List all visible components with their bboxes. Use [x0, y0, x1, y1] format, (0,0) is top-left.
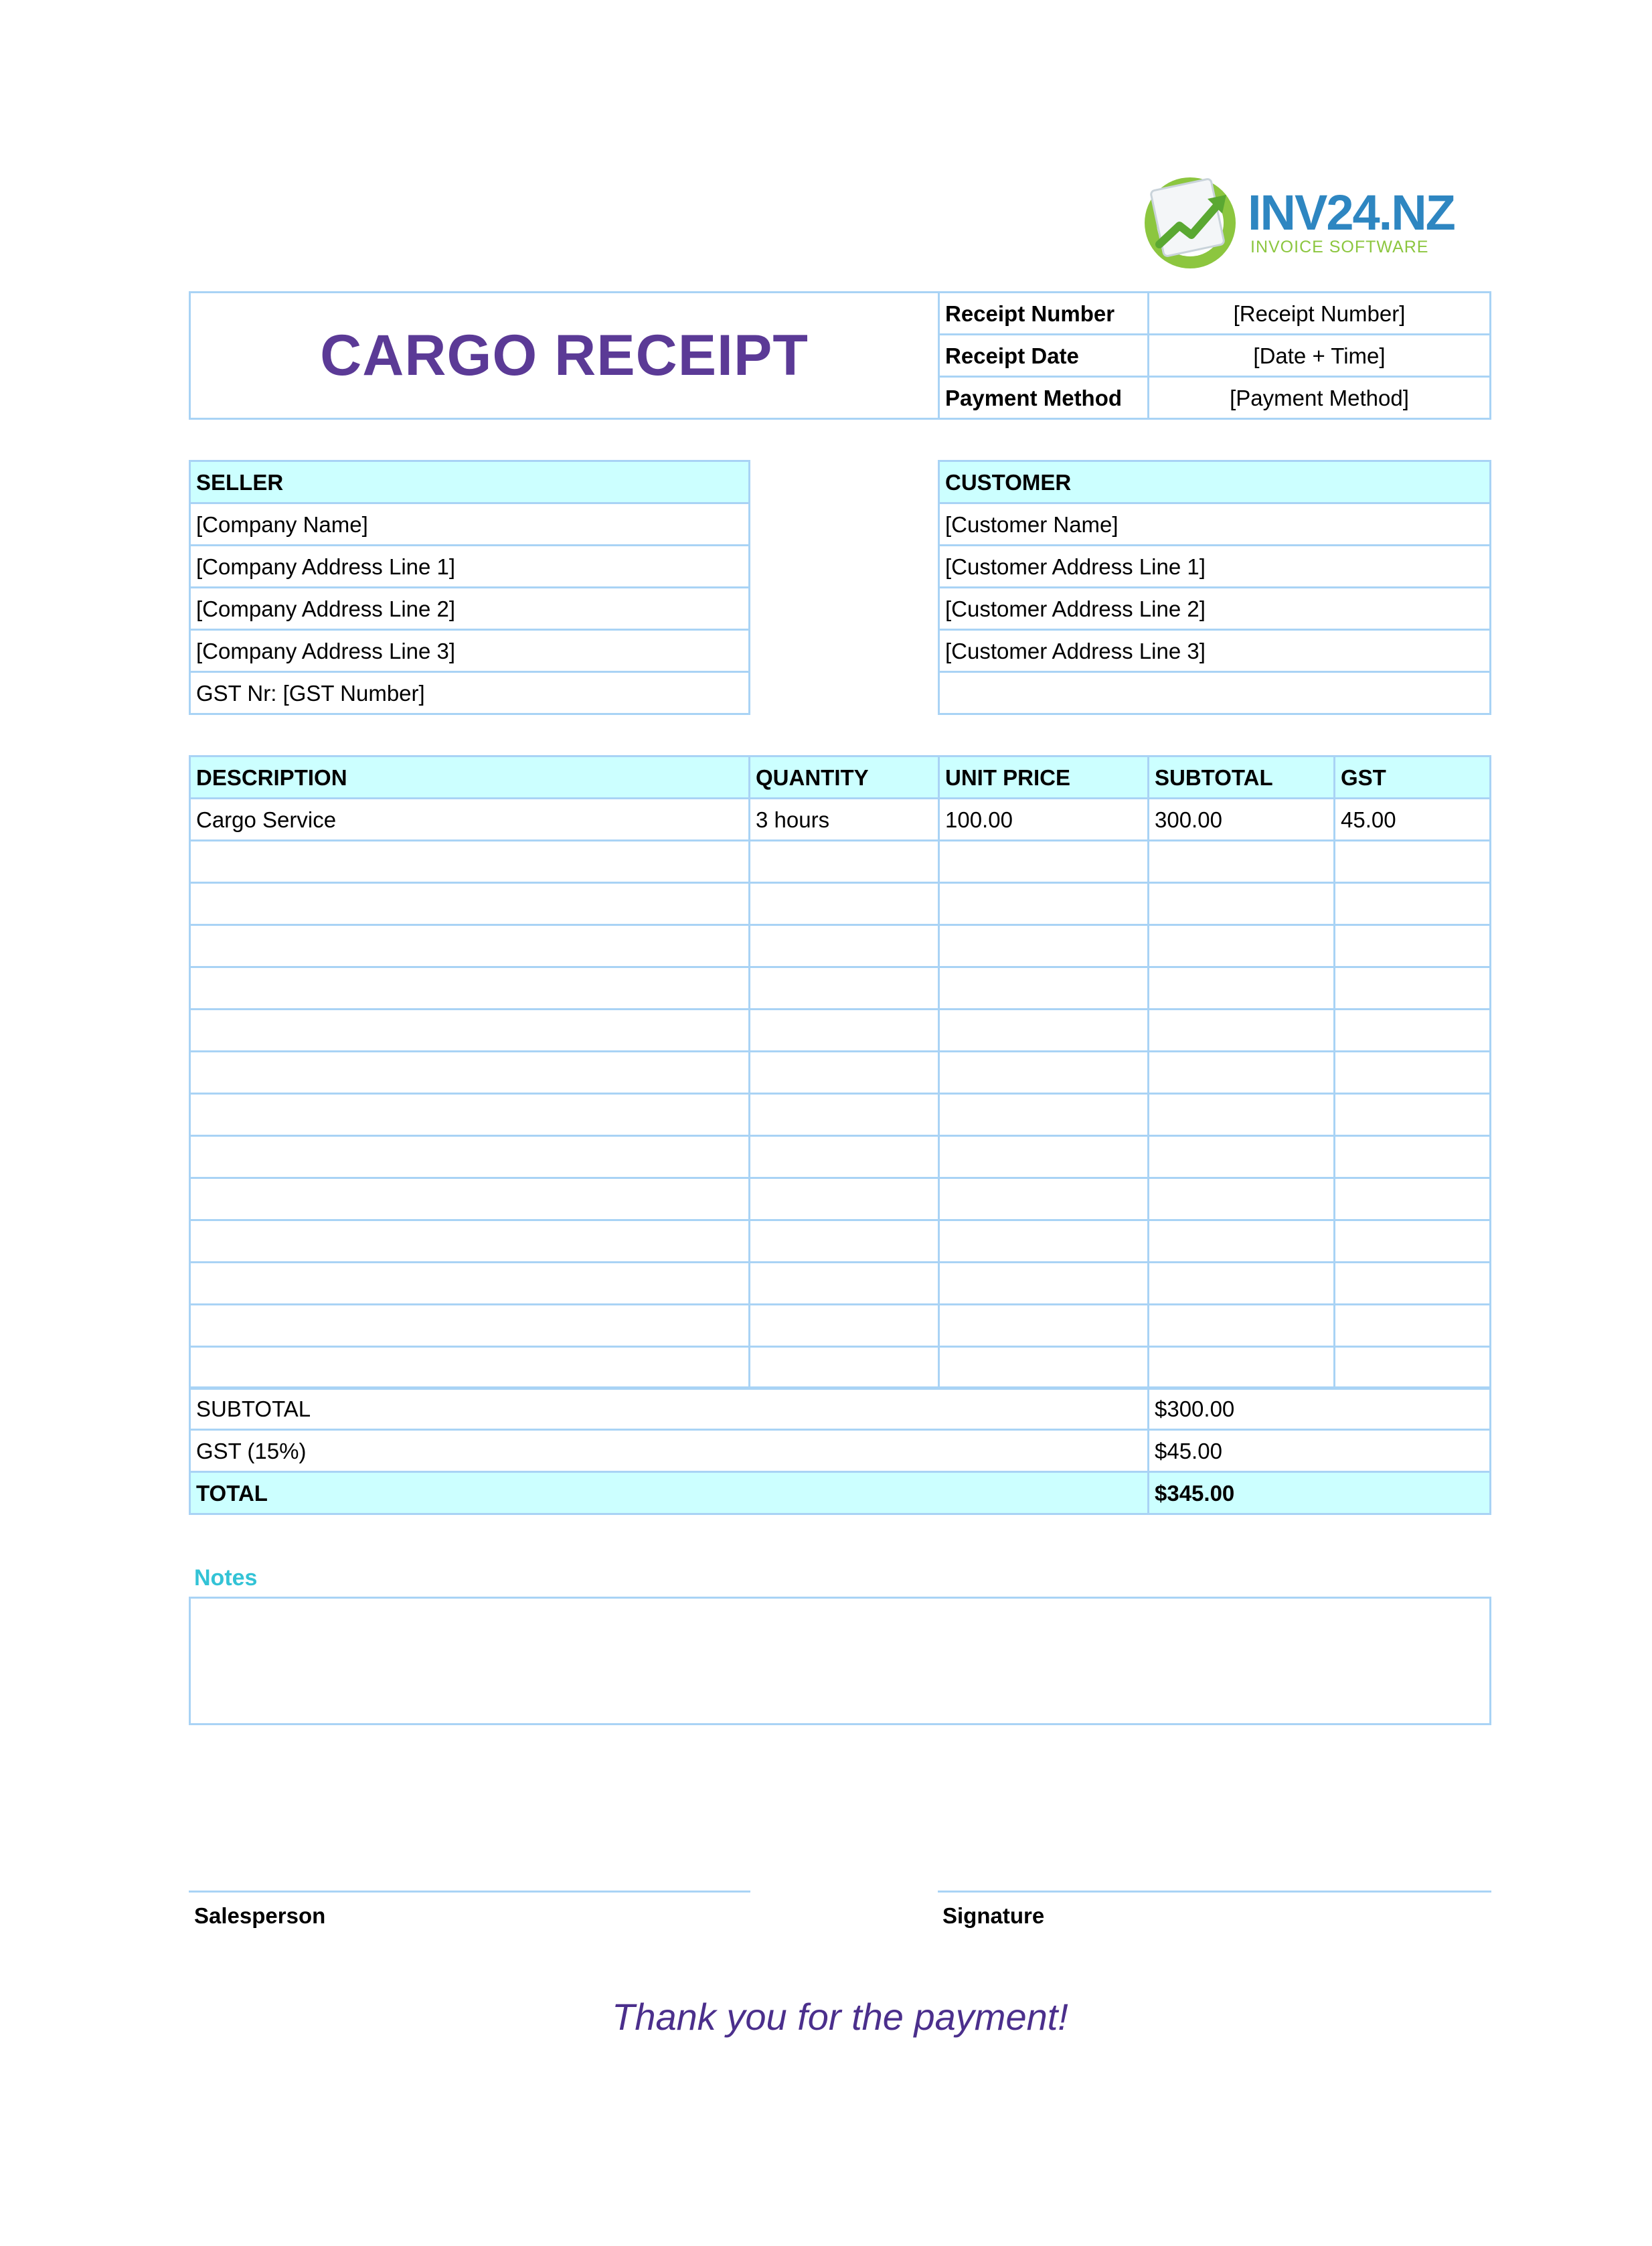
- table-cell-description: [189, 966, 750, 1010]
- table-cell-quantity: [748, 1219, 940, 1263]
- table-cell-subtotal: [1147, 882, 1335, 926]
- table-cell-gst: 45.00: [1333, 797, 1491, 841]
- notes-box[interactable]: [189, 1597, 1491, 1725]
- customer-line: [Customer Address Line 2]: [938, 586, 1491, 631]
- table-cell-unit-price: [938, 1219, 1149, 1263]
- table-cell-quantity: [748, 924, 940, 968]
- gst-label: GST (15%): [189, 1429, 1149, 1473]
- table-cell-description: [189, 924, 750, 968]
- table-cell-unit-price: [938, 1261, 1149, 1305]
- table-cell-quantity: [748, 882, 940, 926]
- table-cell-gst: [1333, 1261, 1491, 1305]
- table-cell-subtotal: [1147, 1177, 1335, 1221]
- customer-line: [938, 671, 1491, 715]
- logo-name: INV24.NZ: [1248, 185, 1455, 240]
- table-cell-subtotal: [1147, 1008, 1335, 1052]
- subtotal-label: SUBTOTAL: [189, 1386, 1149, 1431]
- table-cell-description: [189, 839, 750, 884]
- table-cell-unit-price: [938, 1050, 1149, 1095]
- table-cell-subtotal: [1147, 1093, 1335, 1137]
- table-cell-subtotal: [1147, 1303, 1335, 1348]
- gst-value: $45.00: [1147, 1429, 1491, 1473]
- table-cell-subtotal: 300.00: [1147, 797, 1335, 841]
- table-cell-description: [189, 1135, 750, 1179]
- table-cell-quantity: [748, 1050, 940, 1095]
- logo: [1138, 171, 1455, 271]
- table-cell-description: [189, 1177, 750, 1221]
- table-cell-subtotal: [1147, 1346, 1335, 1390]
- table-cell-gst: [1333, 1303, 1491, 1348]
- receipt-date-value: [Date + Time]: [1147, 333, 1491, 378]
- table-cell-unit-price: [938, 882, 1149, 926]
- table-cell-quantity: 3 hours: [748, 797, 940, 841]
- seller-line: [Company Address Line 1]: [189, 544, 750, 588]
- notes-label: Notes: [194, 1565, 258, 1591]
- table-cell-description: Cargo Service: [189, 797, 750, 841]
- subtotal-value: $300.00: [1147, 1386, 1491, 1431]
- receipt-date-label: Receipt Date: [938, 333, 1149, 378]
- table-cell-unit-price: [938, 1346, 1149, 1390]
- payment-method-value: [Payment Method]: [1147, 376, 1491, 420]
- table-cell-description: [189, 1008, 750, 1052]
- table-cell-gst: [1333, 1008, 1491, 1052]
- table-cell-quantity: [748, 966, 940, 1010]
- table-cell-quantity: [748, 1177, 940, 1221]
- table-cell-unit-price: [938, 966, 1149, 1010]
- table-cell-unit-price: [938, 1093, 1149, 1137]
- table-cell-quantity: [748, 1346, 940, 1390]
- total-value: $345.00: [1147, 1471, 1491, 1515]
- signature-label: Signature: [942, 1903, 1045, 1928]
- table-cell-gst: [1333, 1346, 1491, 1390]
- customer-header: CUSTOMER: [938, 460, 1491, 504]
- table-cell-gst: [1333, 1219, 1491, 1263]
- table-cell-description: [189, 1219, 750, 1263]
- table-cell-description: [189, 1093, 750, 1137]
- total-label: TOTAL: [189, 1471, 1149, 1515]
- payment-method-label: Payment Method: [938, 376, 1149, 420]
- title-box: [189, 291, 940, 420]
- table-cell-quantity: [748, 1008, 940, 1052]
- customer-line: [Customer Address Line 3]: [938, 629, 1491, 673]
- thank-you-message: Thank you for the payment!: [612, 1996, 1068, 2038]
- table-cell-gst: [1333, 1093, 1491, 1137]
- table-cell-gst: [1333, 1177, 1491, 1221]
- table-cell-subtotal: [1147, 966, 1335, 1010]
- table-cell-unit-price: [938, 1303, 1149, 1348]
- table-cell-description: [189, 1346, 750, 1390]
- table-cell-gst: [1333, 966, 1491, 1010]
- logo-icon: [1138, 171, 1245, 271]
- table-cell-quantity: [748, 839, 940, 884]
- table-cell-description: [189, 882, 750, 926]
- table-cell-unit-price: [938, 924, 1149, 968]
- table-cell-unit-price: 100.00: [938, 797, 1149, 841]
- table-cell-quantity: [748, 1261, 940, 1305]
- table-cell-gst: [1333, 839, 1491, 884]
- table-cell-unit-price: [938, 1177, 1149, 1221]
- table-cell-gst: [1333, 1135, 1491, 1179]
- seller-line: [Company Address Line 2]: [189, 586, 750, 631]
- column-header-gst: GST: [1333, 755, 1491, 799]
- column-header-description: DESCRIPTION: [189, 755, 750, 799]
- table-cell-unit-price: [938, 1135, 1149, 1179]
- table-cell-unit-price: [938, 839, 1149, 884]
- column-header-unit-price: UNIT PRICE: [938, 755, 1149, 799]
- receipt-number-label: Receipt Number: [938, 291, 1149, 335]
- table-cell-subtotal: [1147, 924, 1335, 968]
- column-header-subtotal: SUBTOTAL: [1147, 755, 1335, 799]
- seller-header: SELLER: [189, 460, 750, 504]
- customer-line: [Customer Address Line 1]: [938, 544, 1491, 588]
- table-cell-subtotal: [1147, 839, 1335, 884]
- receipt-number-value: [Receipt Number]: [1147, 291, 1491, 335]
- table-cell-subtotal: [1147, 1135, 1335, 1179]
- column-header-quantity: QUANTITY: [748, 755, 940, 799]
- signature-line: [938, 1891, 1491, 1893]
- table-cell-subtotal: [1147, 1050, 1335, 1095]
- seller-gst-line: GST Nr: [GST Number]: [189, 671, 750, 715]
- table-cell-description: [189, 1261, 750, 1305]
- seller-line: [Company Address Line 3]: [189, 629, 750, 673]
- table-cell-description: [189, 1050, 750, 1095]
- logo-tagline: INVOICE SOFTWARE: [1250, 238, 1429, 256]
- table-cell-description: [189, 1303, 750, 1348]
- table-cell-quantity: [748, 1303, 940, 1348]
- table-cell-quantity: [748, 1135, 940, 1179]
- page-title: CARGO RECEIPT: [320, 323, 809, 388]
- table-cell-gst: [1333, 1050, 1491, 1095]
- seller-line: [Company Name]: [189, 502, 750, 546]
- table-cell-quantity: [748, 1093, 940, 1137]
- salesperson-label: Salesperson: [194, 1903, 326, 1928]
- table-cell-unit-price: [938, 1008, 1149, 1052]
- table-cell-subtotal: [1147, 1219, 1335, 1263]
- table-cell-subtotal: [1147, 1261, 1335, 1305]
- customer-line: [Customer Name]: [938, 502, 1491, 546]
- table-cell-gst: [1333, 882, 1491, 926]
- table-cell-gst: [1333, 924, 1491, 968]
- salesperson-line: [189, 1891, 750, 1893]
